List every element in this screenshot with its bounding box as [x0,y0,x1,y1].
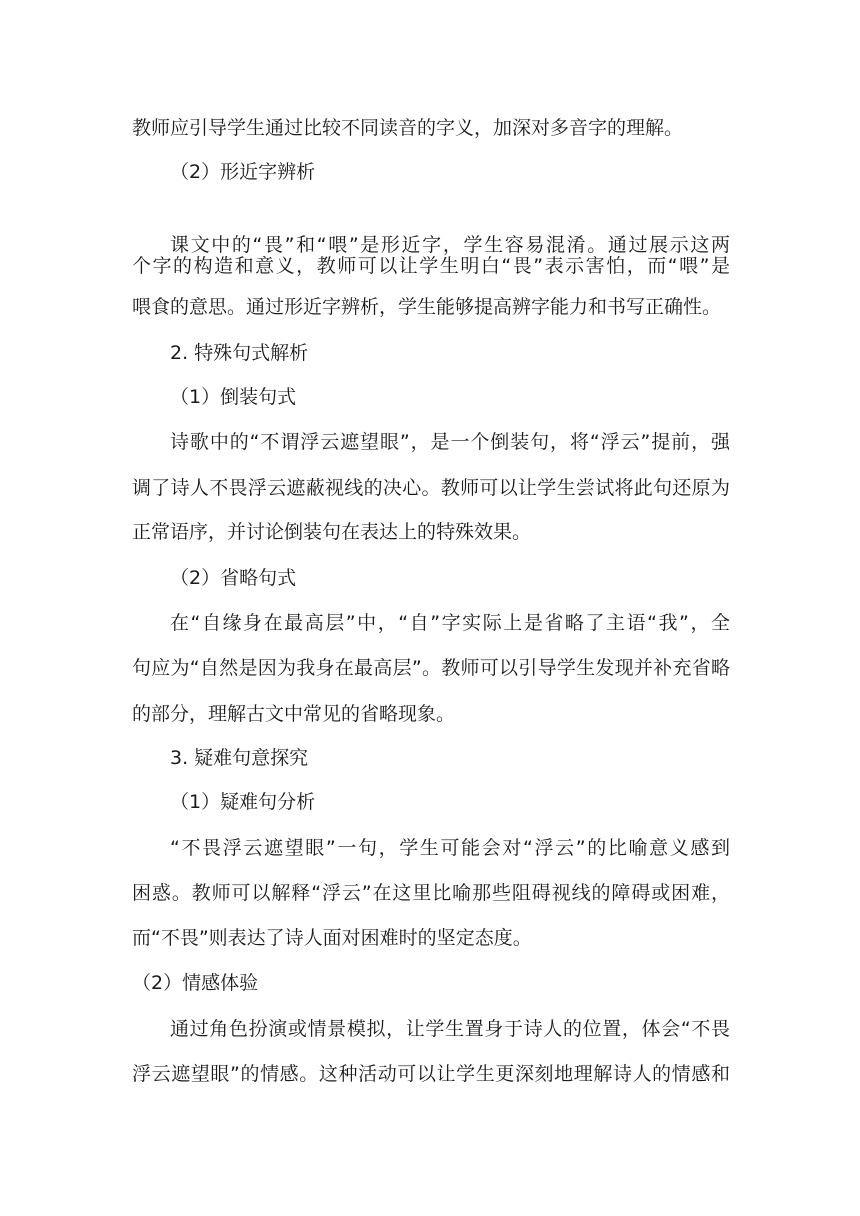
subheading-emotional-experience: （2）情感体验 [132,972,259,994]
paragraph-line: “不畏浮云遮望眼”一句，学生可能会对“浮云”的比喻意义感到 [170,837,730,859]
subheading-omission: （2）省略句式 [170,567,297,589]
paragraph-line: 在“自缘身在最高层”中，“自”字实际上是省略了主语“我”，全 [170,612,730,634]
paragraph-line: 诗歌中的“不谓浮云遮望眼”，是一个倒装句，将“浮云”提前，强 [170,431,730,453]
paragraph-line: 浮云遮望眼”的情感。这种活动可以让学生更深刻地理解诗人的情感和 [132,1063,730,1085]
subheading-similar-characters: （2）形近字辨析 [170,161,316,183]
paragraph-line: 困惑。教师可以解释“浮云”在这里比喻那些阻碍视线的障碍或困难， [132,882,730,904]
section-heading-special-sentences: 2. 特殊句式解析 [170,342,309,364]
section-heading-difficult-sentences: 3. 疑难句意探究 [170,747,309,769]
paragraph-line: 句应为“自然是因为我身在最高层”。教师可以引导学生发现并补充省略 [132,657,730,679]
subheading-difficult-analysis: （1）疑难句分析 [170,791,316,813]
paragraph-line: 通过角色扮演或情景模拟，让学生置身于诗人的位置，体会“不畏 [170,1018,730,1040]
paragraph-line: 调了诗人不畏浮云遮蔽视线的决心。教师可以让学生尝试将此句还原为 [132,477,730,499]
subheading-inversion: （1）倒装句式 [170,386,297,408]
paragraph-line: 课文中的“畏”和“喂”是形近字，学生容易混淆。通过展示这两 [170,234,730,256]
paragraph-line: 喂食的意思。通过形近字辨析，学生能够提高辨字能力和书写正确性。 [132,296,722,318]
paragraph-line: 而“不畏”则表达了诗人面对困难时的坚定态度。 [132,927,532,949]
paragraph-line: 的部分，理解古文中常见的省略现象。 [132,703,456,725]
paragraph-line: 正常语序，并讨论倒装句在表达上的特殊效果。 [132,521,532,543]
paragraph-line: 个字的构造和意义，教师可以让学生明白“畏”表示害怕，而“喂”是 [132,255,730,277]
paragraph-line: 教师应引导学生通过比较不同读音的字义，加深对多音字的理解。 [132,117,684,139]
